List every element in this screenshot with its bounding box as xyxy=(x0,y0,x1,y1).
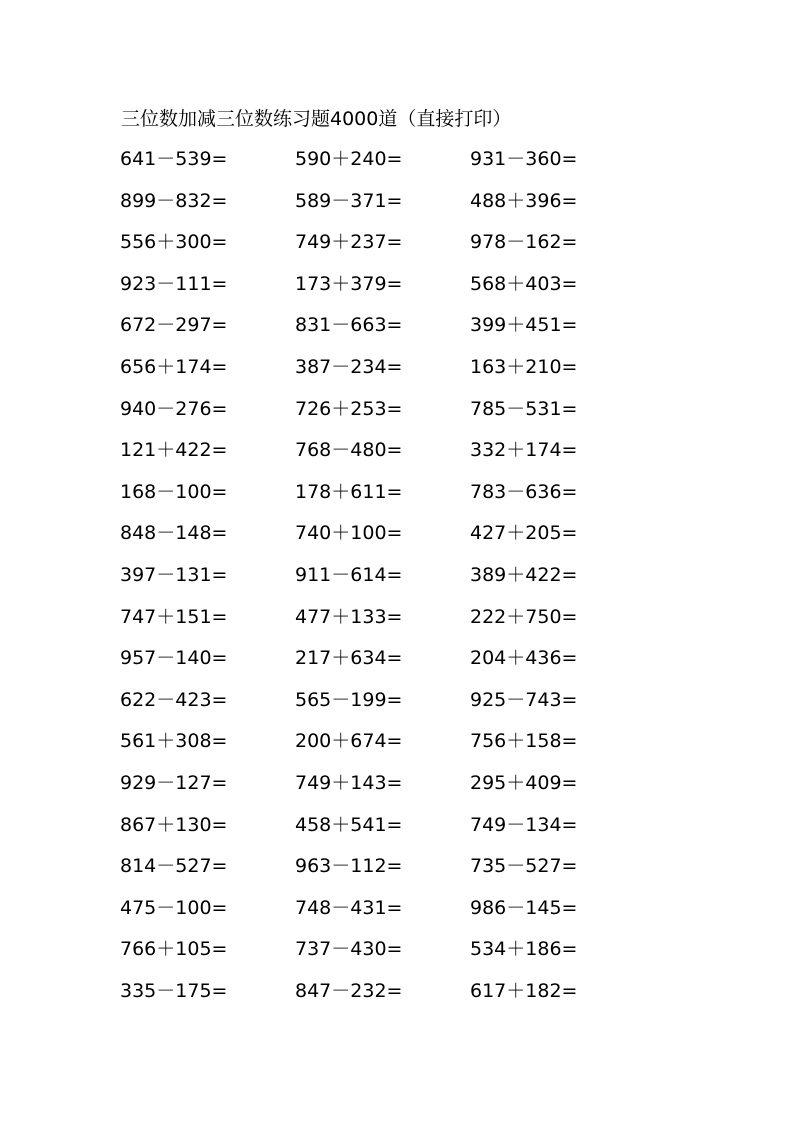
math-problem: 940－276= xyxy=(120,397,228,420)
math-problem: 766＋105= xyxy=(120,938,228,961)
math-problem: 749－134= xyxy=(470,813,578,836)
math-problem: 957－140= xyxy=(120,647,228,670)
math-problem: 590＋240= xyxy=(295,148,403,170)
math-problem: 867＋130= xyxy=(120,813,228,836)
problem-grid xyxy=(120,146,645,1019)
math-problem: 749＋237= xyxy=(295,231,403,254)
math-problem: 831－663= xyxy=(295,314,403,337)
math-problem: 929－127= xyxy=(120,771,228,794)
math-problem: 295＋409= xyxy=(470,771,578,794)
math-problem: 561＋308= xyxy=(120,730,228,753)
math-problem: 556＋300= xyxy=(120,231,228,254)
math-problem: 785－531= xyxy=(470,397,578,420)
math-problem: 475－100= xyxy=(120,896,228,919)
math-problem: 641－539= xyxy=(120,148,228,170)
math-problem: 399＋451= xyxy=(470,314,578,337)
math-problem: 847－232= xyxy=(295,979,403,1002)
math-problem: 617＋182= xyxy=(470,979,578,1002)
math-problem: 672－297= xyxy=(120,314,228,337)
math-problem: 978－162= xyxy=(470,231,578,254)
math-problem: 397－131= xyxy=(120,563,228,586)
math-problem: 931－360= xyxy=(470,148,578,170)
math-problem: 735－527= xyxy=(470,855,578,878)
math-problem: 589－371= xyxy=(295,189,403,212)
math-problem: 740＋100= xyxy=(295,522,403,545)
math-problem: 163＋210= xyxy=(470,355,578,378)
math-problem: 814－527= xyxy=(120,855,228,878)
math-problem: 178＋611= xyxy=(295,480,403,503)
math-problem: 656＋174= xyxy=(120,355,228,378)
math-problem: 848－148= xyxy=(120,522,228,545)
math-problem: 173＋379= xyxy=(295,272,403,295)
page-title: 三位数加减三位数练习题4000道（直接打印） xyxy=(121,108,512,130)
math-problem: 389＋422= xyxy=(470,563,578,586)
math-problem: 534＋186= xyxy=(470,938,578,961)
math-problem: 168－100= xyxy=(120,480,228,503)
math-problem: 911－614= xyxy=(295,563,403,586)
math-problem: 726＋253= xyxy=(295,397,403,420)
math-problem: 565－199= xyxy=(295,688,403,711)
math-problem: 963－112= xyxy=(295,855,403,878)
math-problem: 387－234= xyxy=(295,355,403,378)
math-problem: 622－423= xyxy=(120,688,228,711)
math-problem: 923－111= xyxy=(120,272,228,295)
math-problem: 756＋158= xyxy=(470,730,578,753)
math-problem: 217＋634= xyxy=(295,647,403,670)
math-problem: 925－743= xyxy=(470,688,578,711)
math-problem: 749＋143= xyxy=(295,771,403,794)
math-problem: 748－431= xyxy=(295,896,403,919)
math-problem: 768－480= xyxy=(295,439,403,462)
math-problem: 332＋174= xyxy=(470,439,578,462)
math-problem: 747＋151= xyxy=(120,605,228,628)
math-problem: 488＋396= xyxy=(470,189,578,212)
math-problem: 737－430= xyxy=(295,938,403,961)
math-problem: 783－636= xyxy=(470,480,578,503)
math-problem: 477＋133= xyxy=(295,605,403,628)
math-problem: 204＋436= xyxy=(470,647,578,670)
math-problem: 568＋403= xyxy=(470,272,578,295)
math-problem: 899－832= xyxy=(120,189,228,212)
math-problem: 427＋205= xyxy=(470,522,578,545)
math-problem: 222＋750= xyxy=(470,605,578,628)
math-problem: 121＋422= xyxy=(120,439,228,462)
math-problem: 986－145= xyxy=(470,896,578,919)
math-problem: 200＋674= xyxy=(295,730,403,753)
math-problem: 335－175= xyxy=(120,979,228,1002)
math-problem: 458＋541= xyxy=(295,813,403,836)
